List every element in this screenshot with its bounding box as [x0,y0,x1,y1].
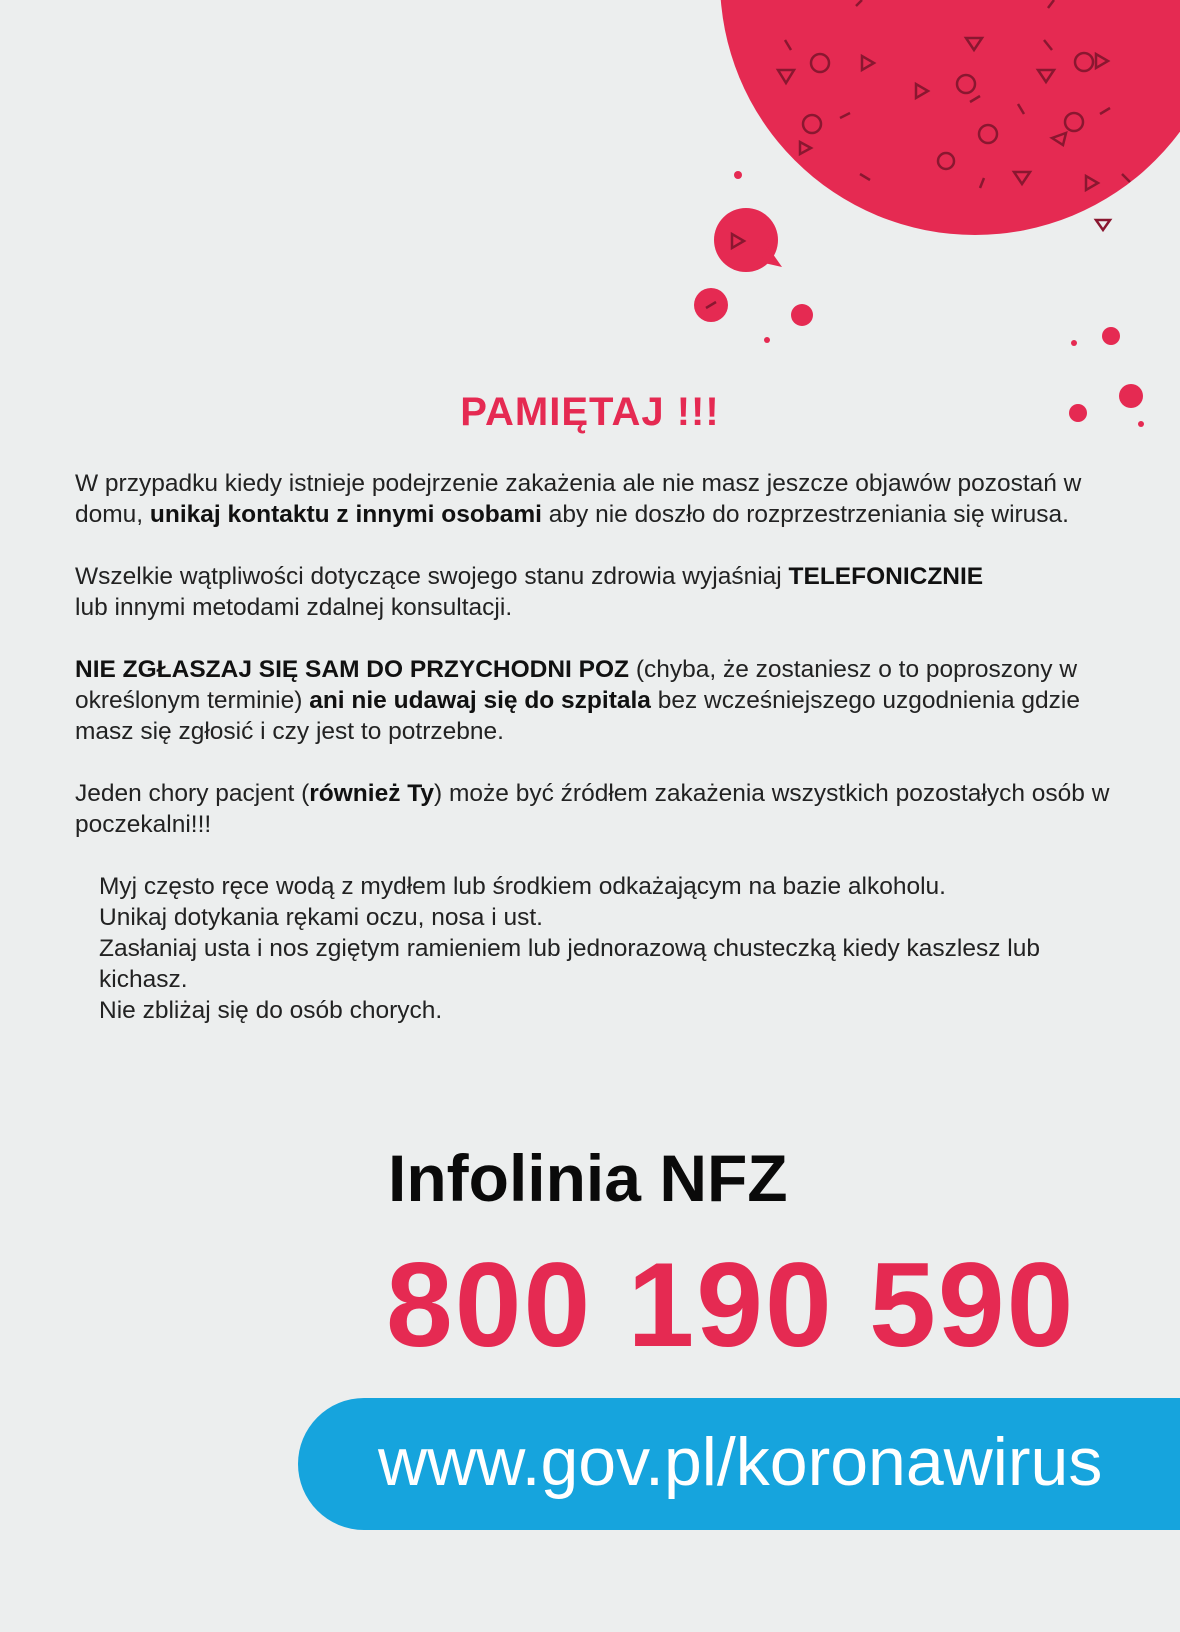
large-red-circle [720,0,1180,235]
paragraph-one-patient: Jeden chory pacjent (również Ty) może być źródłem zakażenia wszystkich pozostałych osób w poczekalni!!! [75,780,1110,838]
website-banner[interactable] [298,1398,1180,1530]
infolinia-label: Infolinia NFZ [388,1141,788,1215]
page-title: PAMIĘTAJ !!! [460,390,720,434]
paragraph-phone-consult: Wszelkie wątpliwości dotyczące swojego stanu zdrowia wyjaśniaj TELEFONICZNIE lub innymi metodami zdalnej konsultacji. [75,563,984,621]
phone-number: 800 190 590 [386,1238,1076,1372]
advice-text [75,468,1115,1026]
list-item: Unikaj dotykania rękami oczu, nosa i ust. [99,904,543,931]
list-item: Nie zbliżaj się do osób chorych. [99,997,443,1024]
paragraph-no-clinic: NIE ZGŁASZAJ SIĘ SAM DO PRZYCHODNI POZ (chyba, że zostaniesz o to poproszony w określonym terminie) ani nie udawaj się do szpitala bez wcześniejszego uzgodnienia gdzie masz się zgłosić i czy jest to potrzebne. [75,656,1080,745]
list-item: Myj często ręce wodą z mydłem lub środkiem odkażającym na bazie alkoholu. [99,873,946,900]
list-item: Zasłaniaj usta i nos zgiętym ramieniem lub jednorazową chusteczką kiedy kaszlesz lub kichasz. [99,935,1040,993]
paragraph-stay-home: W przypadku kiedy istnieje podejrzenie zakażenia ale nie masz jeszcze objawów pozostań w domu, unikaj kontaktu z innymi osobami aby nie doszło do rozprzestrzeniania się wirusa. [75,470,1082,528]
website-link[interactable]: www.gov.pl/koronawirus [378,1424,1103,1500]
hygiene-list [75,871,1115,1026]
